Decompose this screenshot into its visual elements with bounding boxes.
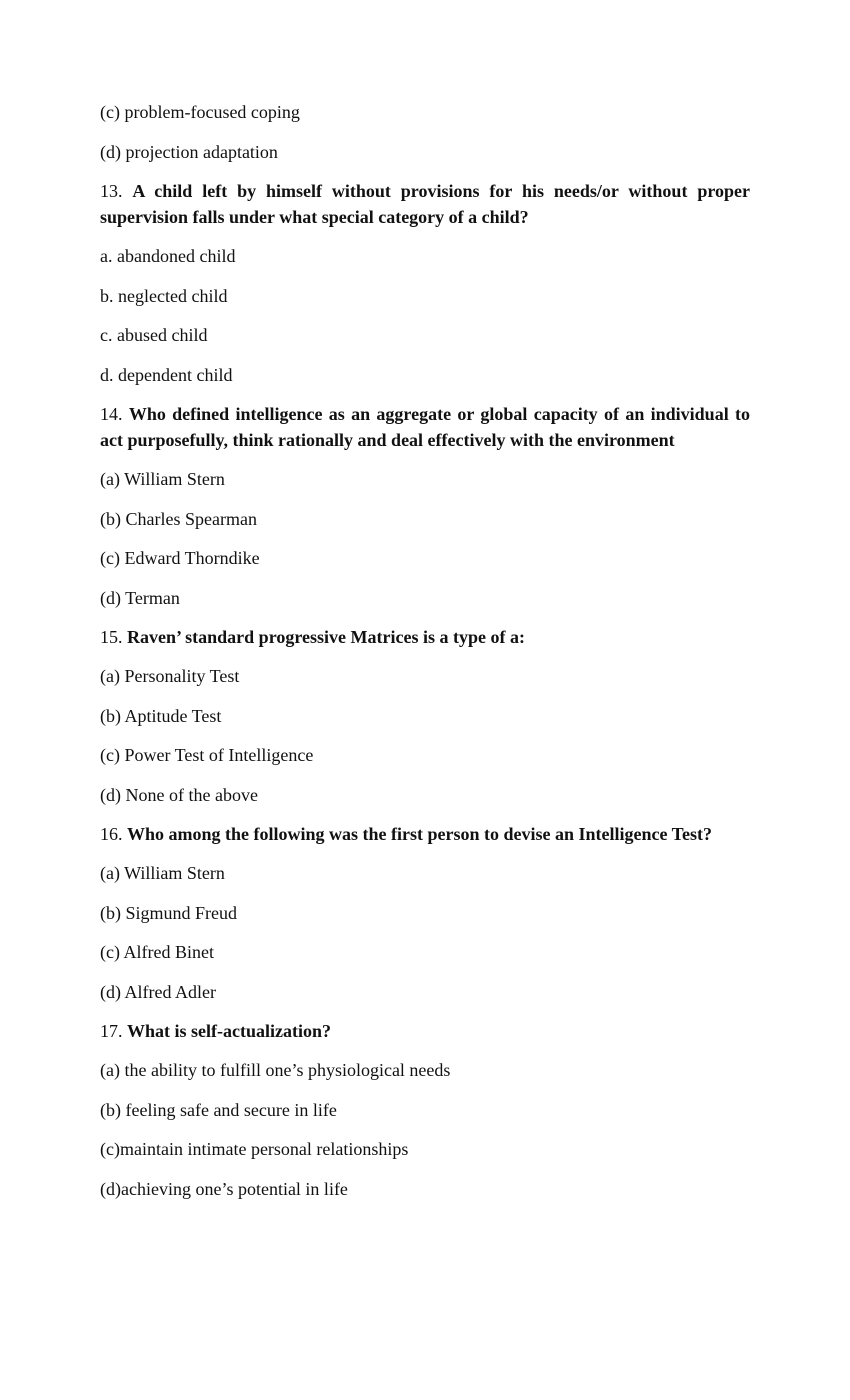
option: (c) Edward Thorndike bbox=[100, 548, 260, 568]
question-14 bbox=[100, 401, 750, 453]
option: (a) the ability to fulfill one’s physiological needs bbox=[100, 1060, 451, 1080]
option: (a) William Stern bbox=[100, 863, 225, 883]
option: (b) Aptitude Test bbox=[100, 705, 222, 726]
question-number: 16. bbox=[100, 824, 127, 844]
option: (d) None of the above bbox=[100, 784, 258, 805]
question-text: Who among the following was the first person to devise an Intelligence Test? bbox=[127, 824, 712, 844]
question-number: 17. bbox=[100, 1021, 127, 1041]
option: (c) Power Test of Intelligence bbox=[100, 745, 314, 765]
option: (c)maintain intimate personal relationships bbox=[100, 1139, 409, 1159]
question-17 bbox=[100, 1018, 750, 1044]
option-13c-carryover: (c) problem-focused coping bbox=[100, 102, 300, 122]
question-number: 14. bbox=[100, 404, 129, 424]
option: (b) Charles Spearman bbox=[100, 508, 257, 529]
option: b. neglected child bbox=[100, 285, 228, 306]
question-text: Raven’ standard progressive Matrices is a type of a: bbox=[127, 627, 525, 647]
option: (d) Alfred Adler bbox=[100, 981, 216, 1002]
question-text: A child left by himself without provisions for his needs/or without proper supervision falls under what special category of a child? bbox=[100, 181, 751, 227]
question-16 bbox=[100, 821, 750, 847]
option: (a) William Stern bbox=[100, 469, 225, 489]
option: c. abused child bbox=[100, 325, 208, 345]
question-text: Who defined intelligence as an aggregate or global capacity of an individual to act purposefully, think rationally and deal effectively with the environment bbox=[100, 404, 751, 450]
option: (b) feeling safe and secure in life bbox=[100, 1099, 337, 1120]
option: a. abandoned child bbox=[100, 246, 236, 266]
question-text: What is self-actualization? bbox=[127, 1021, 331, 1041]
option: (d)achieving one’s potential in life bbox=[100, 1178, 348, 1199]
question-number: 15. bbox=[100, 627, 127, 647]
question-number: 13. bbox=[100, 181, 133, 201]
question-15 bbox=[100, 624, 750, 650]
option-13d-carryover: (d) projection adaptation bbox=[100, 141, 278, 162]
option: (a) Personality Test bbox=[100, 666, 240, 686]
option: (b) Sigmund Freud bbox=[100, 902, 237, 923]
question-13 bbox=[100, 178, 750, 230]
option: d. dependent child bbox=[100, 364, 233, 385]
option: (d) Terman bbox=[100, 587, 180, 608]
option: (c) Alfred Binet bbox=[100, 942, 214, 962]
document-page bbox=[100, 99, 750, 1215]
